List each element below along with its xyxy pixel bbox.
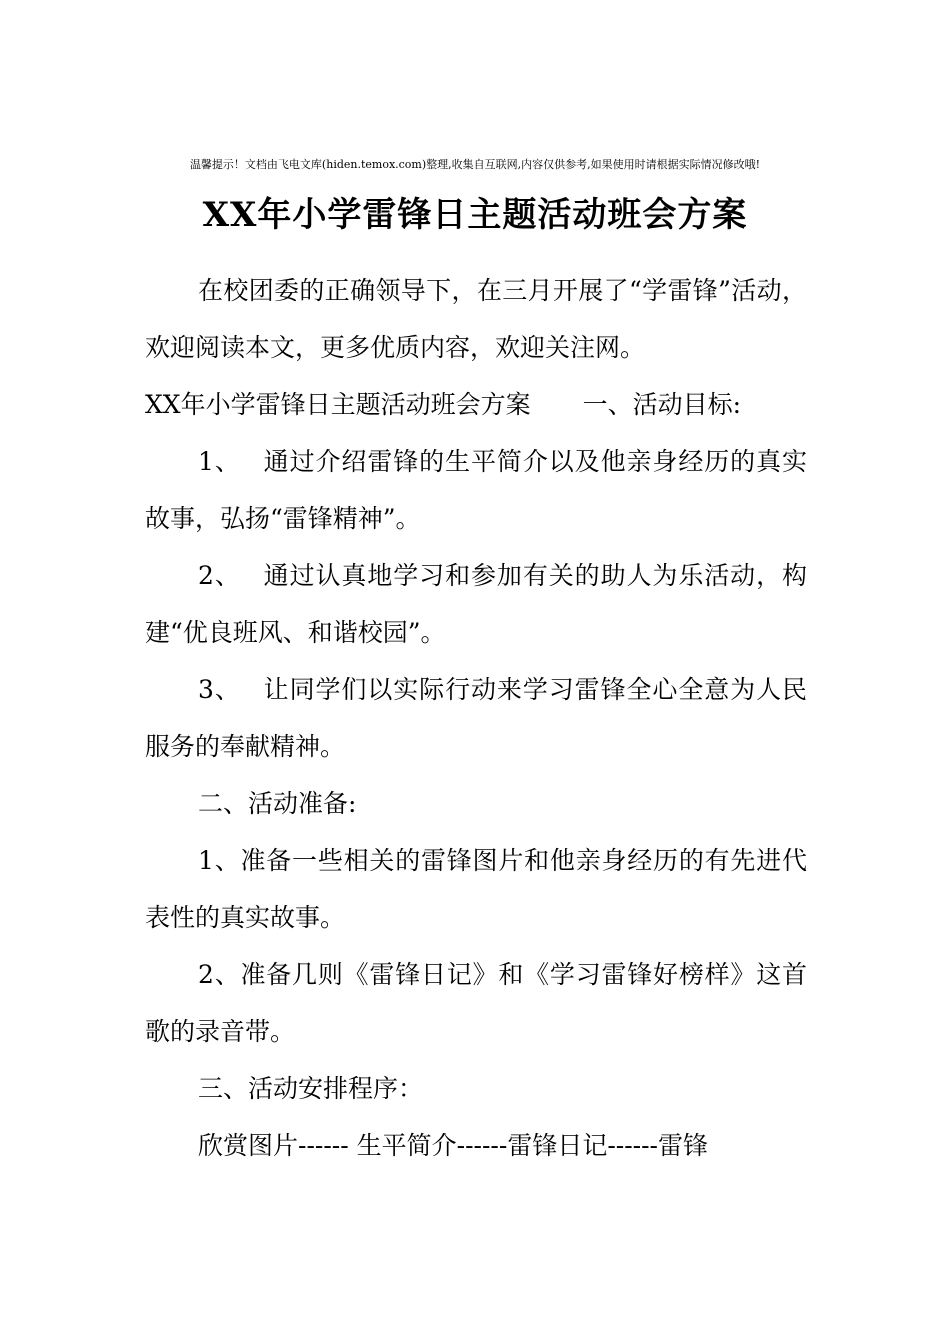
goal-number: 2、 bbox=[198, 561, 241, 590]
goal-number: 3、 bbox=[198, 675, 241, 704]
heading-line bbox=[145, 376, 807, 433]
section-goals-heading: 一、活动目标: bbox=[582, 390, 742, 419]
document-title: XX年小学雷锋日主题活动班会方案 bbox=[202, 195, 748, 235]
prep-item-1: 1、准备一些相关的雷锋图片和他亲身经历的有先进代表性的真实故事。 bbox=[145, 846, 807, 932]
goal-text: 通过介绍雷锋的生平简介以及他亲身经历的真实故事，弘扬“雷锋精神”。 bbox=[145, 447, 807, 533]
section-program-heading: 三、活动安排程序： bbox=[198, 1074, 424, 1103]
intro-paragraph: 在校团委的正确领导下，在三月开展了“学雷锋”活动，欢迎阅读本文，更多优质内容，欢迎关注网。 bbox=[145, 276, 807, 362]
goal-text: 通过认真地学习和参加有关的助人为乐活动，构建“优良班风、和谐校园”。 bbox=[145, 561, 807, 647]
download-notice: 温馨提示！文档由飞电文库(hiden.temox.com)整理,收集自互联网,内容仅供参考,如果使用时请根据实际情况修改哦! bbox=[189, 158, 761, 171]
goal-item-1 bbox=[145, 433, 807, 547]
prep-item-2: 2、准备几则《雷锋日记》和《学习雷锋好榜样》这首歌的录音带。 bbox=[145, 960, 807, 1046]
document-body bbox=[145, 262, 807, 1174]
section-prep-heading: 二、活动准备: bbox=[198, 789, 357, 818]
heading-line-title: XX年小学雷锋日主题活动班会方案 bbox=[145, 390, 531, 419]
goal-number: 1、 bbox=[198, 447, 241, 476]
goal-item-3 bbox=[145, 661, 807, 775]
goal-item-2 bbox=[145, 547, 807, 661]
goal-text: 让同学们以实际行动来学习雷锋全心全意为人民服务的奉献精神。 bbox=[145, 675, 807, 761]
program-line: 欣赏图片------ 生平简介------雷锋日记------雷锋 bbox=[198, 1131, 708, 1160]
